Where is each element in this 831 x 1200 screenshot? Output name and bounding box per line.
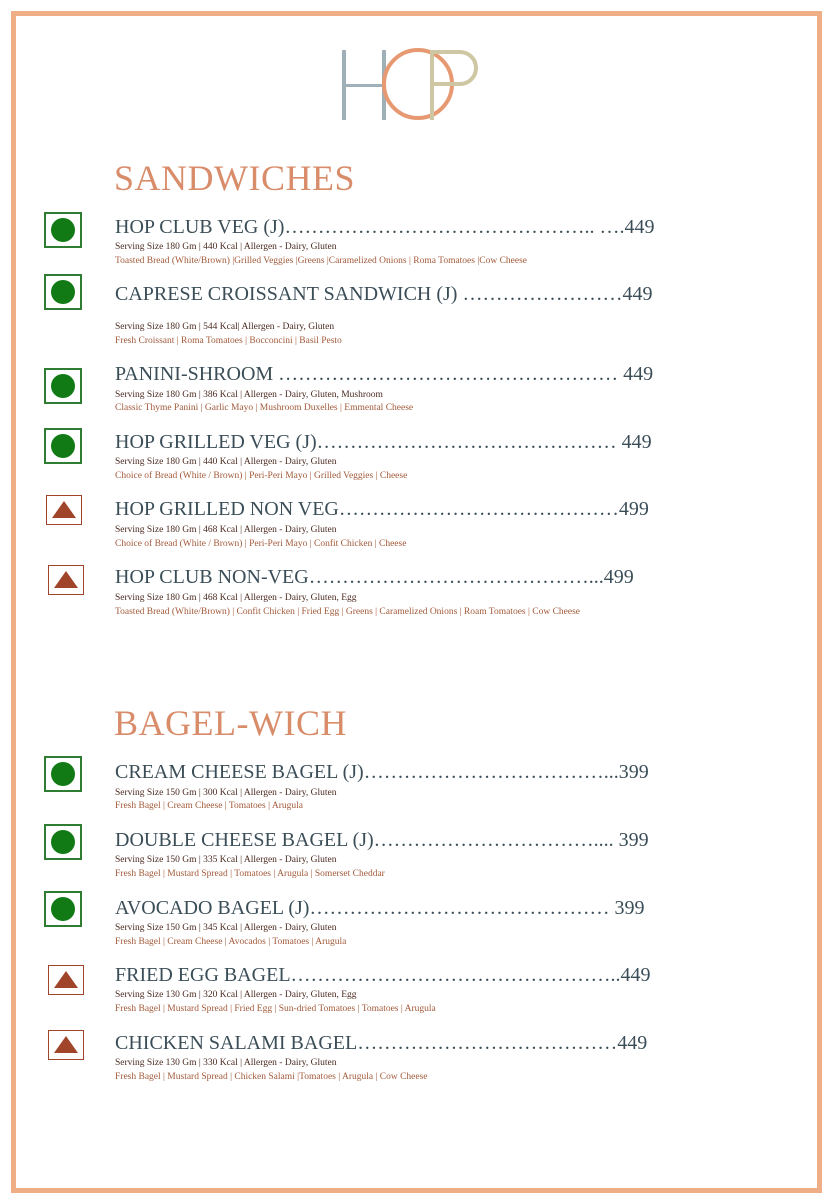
item-meta: Serving Size 150 Gm | 335 Kcal | Allergen - Dairy, Gluten <box>115 855 337 865</box>
item-name: PANINI-SHROOM …………………………………………… 449 <box>115 363 654 385</box>
item-meta: Serving Size 150 Gm | 300 Kcal | Allergen - Dairy, Gluten <box>115 788 337 798</box>
nonveg-icon <box>48 565 84 595</box>
item-desc: Fresh Croissant | Roma Tomatoes | Bocconcini | Basil Pesto <box>115 336 342 346</box>
item-meta: Serving Size 180 Gm | 468 Kcal | Allergen - Dairy, Gluten <box>115 525 337 535</box>
hop-logo <box>340 46 490 124</box>
item-meta: Serving Size 130 Gm | 320 Kcal | Allergen - Dairy, Gluten, Egg <box>115 990 357 1000</box>
item-desc: Choice of Bread (White / Brown) | Peri-Peri Mayo | Grilled Veggies | Cheese <box>115 471 408 481</box>
nonveg-icon <box>48 965 84 995</box>
item-desc: Classic Thyme Panini | Garlic Mayo | Mushroom Duxelles | Emmental Cheese <box>115 403 414 413</box>
item-name: HOP GRILLED NON VEG……………………………………499 <box>115 498 649 520</box>
item-meta: Serving Size 180 Gm | 386 Kcal | Allergen - Dairy, Gluten, Mushroom <box>115 390 383 400</box>
item-name: AVOCADO BAGEL (J)……………………………………… 399 <box>115 897 645 919</box>
item-desc: Choice of Bread (White / Brown) | Peri-Peri Mayo | Confit Chicken | Cheese <box>115 539 407 549</box>
item-desc: Toasted Bread (White/Brown) | Confit Chicken | Fried Egg | Greens | Caramelized Onions | Roam Tomatoes | Cow Cheese <box>115 607 581 617</box>
item-desc: Fresh Bagel | Mustard Spread | Chicken Salami |Tomatoes | Arugula | Cow Cheese <box>115 1072 428 1082</box>
veg-icon <box>44 368 82 404</box>
item-desc: Fresh Bagel | Mustard Spread | Tomatoes | Arugula | Somerset Cheddar <box>115 869 385 879</box>
section-title-bagel-wich: BAGEL-WICH <box>114 703 347 743</box>
item-meta: Serving Size 150 Gm | 345 Kcal | Allergen - Dairy, Gluten <box>115 923 337 933</box>
item-name: DOUBLE CHEESE BAGEL (J)…………………………….... 399 <box>115 829 649 851</box>
item-name: HOP CLUB VEG (J)……………………………………….. ….449 <box>115 216 655 238</box>
item-meta: Serving Size 130 Gm | 330 Kcal | Allergen - Dairy, Gluten <box>115 1058 337 1068</box>
item-desc: Fresh Bagel | Mustard Spread | Fried Egg | Sun-dried Tomatoes | Tomatoes | Arugula <box>115 1004 436 1014</box>
item-name: CHICKEN SALAMI BAGEL…………………………………449 <box>115 1032 648 1054</box>
veg-icon <box>44 274 82 310</box>
nonveg-icon <box>48 1030 84 1060</box>
item-name: HOP CLUB NON-VEG……………………………………...499 <box>115 566 634 588</box>
veg-icon <box>44 891 82 927</box>
veg-icon <box>44 212 82 248</box>
item-desc: Fresh Bagel | Cream Cheese | Avocados | Tomatoes | Arugula <box>115 937 347 947</box>
nonveg-icon <box>46 495 82 525</box>
item-name: CAPRESE CROISSANT SANDWICH (J) ……………………449 <box>115 283 653 305</box>
item-name: FRIED EGG BAGEL…………………………………………..449 <box>115 964 651 986</box>
item-meta: Serving Size 180 Gm | 544 Kcal| Allergen - Dairy, Gluten <box>115 322 335 332</box>
veg-icon <box>44 756 82 792</box>
item-meta: Serving Size 180 Gm | 440 Kcal | Allergen - Dairy, Gluten <box>115 242 337 252</box>
item-desc: Fresh Bagel | Cream Cheese | Tomatoes | Arugula <box>115 801 303 811</box>
item-meta: Serving Size 180 Gm | 468 Kcal | Allergen - Dairy, Gluten, Egg <box>115 593 357 603</box>
item-name: HOP GRILLED VEG (J)……………………………………… 449 <box>115 431 652 453</box>
item-desc: Toasted Bread (White/Brown) |Grilled Veggies |Greens |Caramelized Onions | Roma Tomatoes |Cow Cheese <box>115 256 528 266</box>
veg-icon <box>44 428 82 464</box>
item-name: CREAM CHEESE BAGEL (J)………………………………...399 <box>115 761 649 783</box>
veg-icon <box>44 824 82 860</box>
item-meta: Serving Size 180 Gm | 440 Kcal | Allergen - Dairy, Gluten <box>115 457 337 467</box>
section-title-sandwiches: SANDWICHES <box>114 158 356 198</box>
